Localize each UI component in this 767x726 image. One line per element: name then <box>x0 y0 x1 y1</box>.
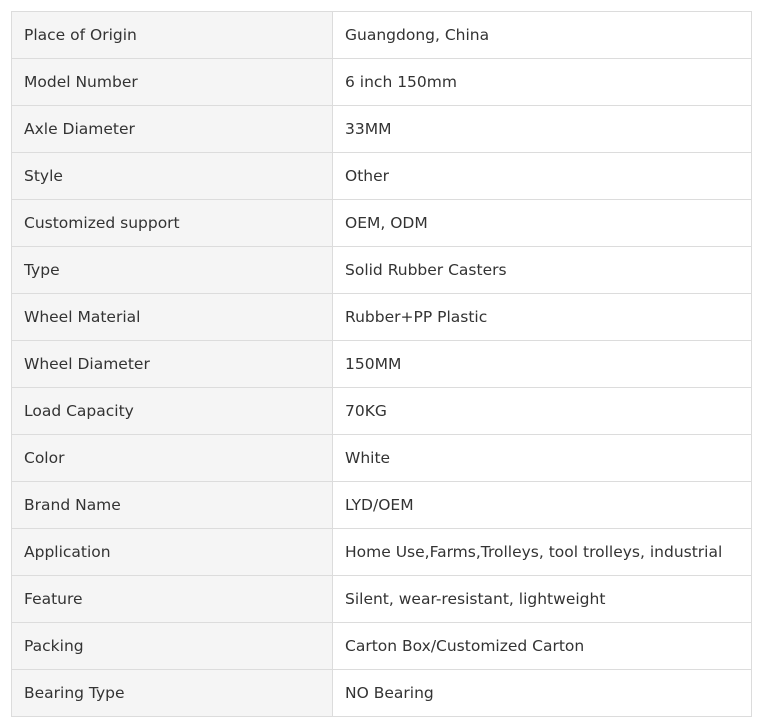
spec-label: Load Capacity <box>12 388 333 435</box>
spec-label: Model Number <box>12 59 333 106</box>
table-row <box>12 106 752 153</box>
specification-table-body <box>12 12 752 717</box>
spec-value: 33MM <box>333 106 752 153</box>
table-row <box>12 153 752 200</box>
spec-value: Carton Box/Customized Carton <box>333 623 752 670</box>
spec-label: Color <box>12 435 333 482</box>
spec-value: Solid Rubber Casters <box>333 247 752 294</box>
spec-value: OEM, ODM <box>333 200 752 247</box>
spec-label: Place of Origin <box>12 12 333 59</box>
spec-value: Silent, wear-resistant, lightweight <box>333 576 752 623</box>
table-row <box>12 623 752 670</box>
specification-table <box>11 11 752 717</box>
spec-label: Customized support <box>12 200 333 247</box>
spec-value: LYD/OEM <box>333 482 752 529</box>
table-row <box>12 12 752 59</box>
spec-label: Wheel Material <box>12 294 333 341</box>
spec-label: Feature <box>12 576 333 623</box>
spec-label: Wheel Diameter <box>12 341 333 388</box>
table-row <box>12 200 752 247</box>
table-row <box>12 576 752 623</box>
spec-label: Packing <box>12 623 333 670</box>
spec-value: 150MM <box>333 341 752 388</box>
table-row <box>12 482 752 529</box>
spec-label: Bearing Type <box>12 670 333 717</box>
table-row <box>12 59 752 106</box>
spec-value: NO Bearing <box>333 670 752 717</box>
table-row <box>12 341 752 388</box>
spec-value: 6 inch 150mm <box>333 59 752 106</box>
spec-label: Axle Diameter <box>12 106 333 153</box>
spec-label: Brand Name <box>12 482 333 529</box>
table-row <box>12 294 752 341</box>
table-row <box>12 670 752 717</box>
spec-value: Guangdong, China <box>333 12 752 59</box>
spec-label: Style <box>12 153 333 200</box>
spec-value: Other <box>333 153 752 200</box>
table-row <box>12 529 752 576</box>
spec-value: Rubber+PP Plastic <box>333 294 752 341</box>
spec-value: Home Use,Farms,Trolleys, tool trolleys, industrial <box>333 529 752 576</box>
spec-label: Type <box>12 247 333 294</box>
spec-label: Application <box>12 529 333 576</box>
spec-value: White <box>333 435 752 482</box>
table-row <box>12 247 752 294</box>
spec-value: 70KG <box>333 388 752 435</box>
table-row <box>12 388 752 435</box>
table-row <box>12 435 752 482</box>
